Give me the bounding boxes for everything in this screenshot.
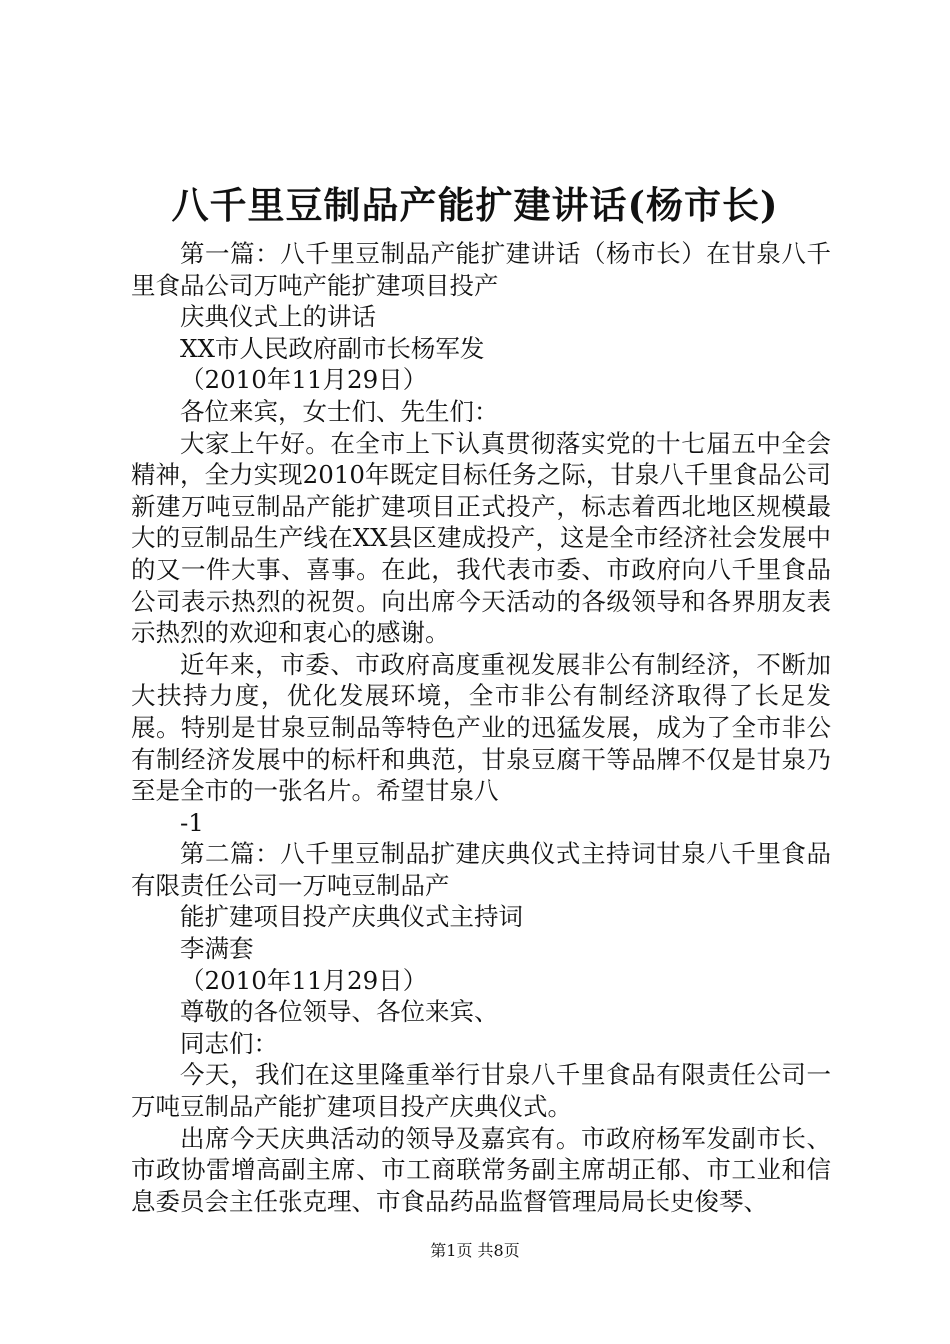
paragraph: XX市人民政府副市长杨军发 — [180, 333, 485, 363]
paragraph: 各位来宾，女士们、先生们： — [180, 396, 499, 426]
paragraph: 近年来，市委、市政府高度重视发展非公有制经济，不断加大扶持力度，优化发展环境，全市非公有制经济取得了长足发展。特别是甘泉豆制品等特色产业的迅猛发展，成为了全市非公有制经济发展中的标杆和典范，甘泉豆腐干等品牌不仅是甘泉乃至是全市的一张名片。希望甘泉八 — [131, 649, 831, 806]
paragraph: 第一篇：八千里豆制品产能扩建讲话（杨市长）在甘泉八千里食品公司万吨产能扩建项目投产 — [131, 239, 831, 300]
paragraph: 出席今天庆典活动的领导及嘉宾有。市政府杨军发副市长、市政协雷增高副主席、市工商联常务副主席胡正郁、市工业和信息委员会主任张克理、市食品药品监督管理局局长史俊琴、 — [131, 1123, 831, 1216]
paragraph: （2010年11月29日） — [180, 965, 428, 995]
paragraph: 第二篇：八千里豆制品扩建庆典仪式主持词甘泉八千里食品有限责任公司一万吨豆制品产 — [131, 839, 831, 900]
paragraph: 大家上午好。在全市上下认真贯彻落实党的十七届五中全会精神，全力实现2010年既定目标任务之际，甘泉八千里食品公司新建万吨豆制品产能扩建项目正式投产，标志着西北地区规模最大的豆制品生产线在XX县区建成投产，这是全市经济社会发展中的又一件大事、喜事。在此，我代表市委、市政府向八千里食品公司表示热烈的祝贺。向出席今天活动的各级领导和各界朋友表示热烈的欢迎和衷心的感谢。 — [131, 428, 831, 648]
paragraph: 今天，我们在这里隆重举行甘泉八千里食品有限责任公司一万吨豆制品产能扩建项目投产庆典仪式。 — [131, 1060, 831, 1122]
paragraph: 同志们： — [180, 1028, 278, 1058]
paragraph: 李满套 — [180, 934, 254, 964]
document-body — [131, 238, 831, 1217]
paragraph: -1 — [180, 807, 204, 837]
document-title: 八千里豆制品产能扩建讲话(杨市长) — [171, 183, 779, 227]
paragraph: （2010年11月29日） — [180, 365, 428, 395]
page-number-footer: 第1页 共8页 — [430, 1241, 520, 1260]
paragraph: 能扩建项目投产庆典仪式主持词 — [180, 902, 523, 932]
paragraph: 庆典仪式上的讲话 — [180, 302, 376, 332]
paragraph: 尊敬的各位领导、各位来宾、 — [180, 997, 499, 1027]
